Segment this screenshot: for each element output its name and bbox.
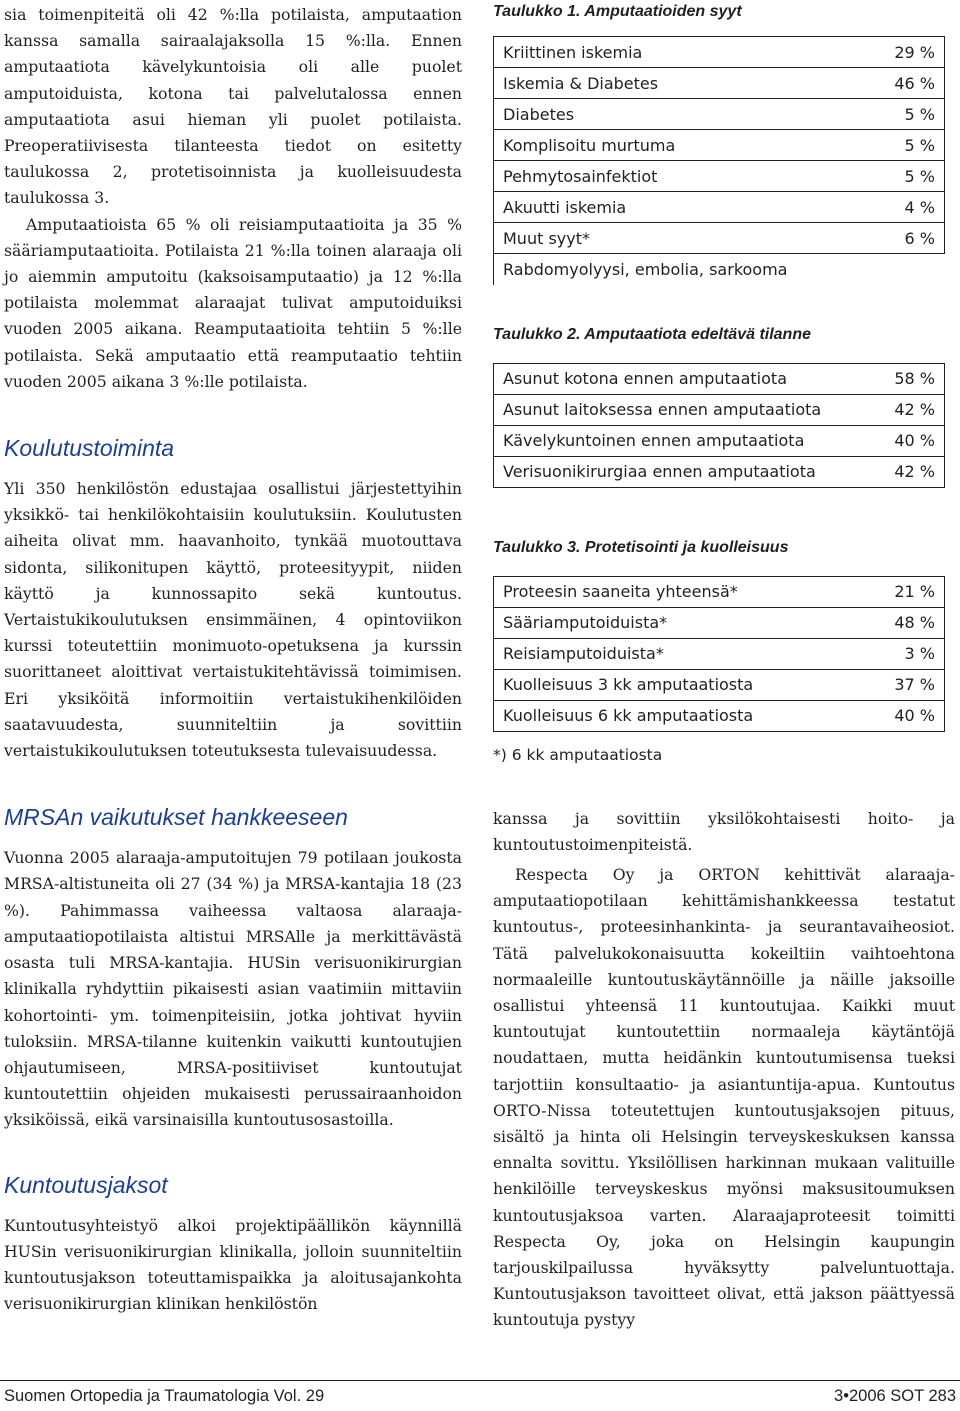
table-preop-situation [493,363,945,488]
row-label: Kuolleisuus 3 kk amputaatiosta [494,669,872,700]
row-value: 6 % [879,223,945,254]
row-label: Reisiamputoiduista* [494,638,872,669]
table-row [494,363,945,394]
row-value: 5 % [879,161,945,192]
page-footer [0,1380,960,1411]
row-label: Akuutti iskemia [494,192,879,223]
table-row [494,700,945,731]
section-text: Yli 350 henkilöstön edustajaa osallistui järjestettyihin yksikkö- tai henkilökohtaisiin koulutuksiin. Koulutusten aiheita olivat mm. haavanhoito, tynkää muotouttava sidonta, silikonitupen käyttö, proteesityypit, niiden käyttö ja kunnossapito sekä kuntoutus. Vertaistukikoulutuksen ensimmäinen, 4 opintoviikon kurssi toteutettiin monimuoto-opetuksena ja kurssin suorittaneet aloittivat vertaistukitehtävissä toimimisen. Eri yksiköitä informoitiin vertaistukihenkilöiden saatavuudesta, suunniteltiin ja sovittiin vertaistukikoulutuksen toteutuksesta tulevaisuudessa. [4,479,462,761]
section-text: Kuntoutusyhteistyö alkoi projektipäällikön käynnillä HUSin verisuonikirurgian klinikalla, jolloin suunniteltiin kuntoutusjakson toteuttamispaikka ja aloitusajankohta verisuonikirurgian klinikan henkilöstön [4,1215,462,1314]
section-heading: Koulutustoiminta [4,435,175,462]
table-row [494,394,945,425]
row-label: Muut syyt* [494,223,879,254]
row-label: Sääriamputoiduista* [494,607,872,638]
table-row [494,161,945,192]
table-row [494,99,945,130]
row-label: Kriittinen iskemia [494,37,879,68]
row-value: 40 % [872,700,945,731]
row-label: Rabdomyolyysi, embolia, sarkooma [494,254,879,285]
section-text: Vuonna 2005 alaraaja-amputoitujen 79 potilaan joukosta MRSA-altistuneita oli 27 (34 %) ja MRSA-kantajia 18 (23 %). Pahimmassa vaiheessa valtaosa alaraaja-amputaatiopotilaista altistui MRSAlle ja merkittävästä osasta tuli MRSA-kantajia. HUSin verisuonikirurgian klinikalla ryhdyttiin pikaisesti asian vaatimiin mittaviin kohortointi- ym. toimenpiteisiin, jotka johtivat hyviin tuloksiin. MRSA-tilanne kuitenkin vaikutti kuntoutujien ohjautumiseen, MRSA-positiiviset kuntoutujat kuntoutettiin ohjeiden mukaisesti perussairaanhoidon yksiköissä, eikä varsinaisilla kuntoutusosastoilla. [4,848,462,1130]
paragraph: Amputaatioista 65 % oli reisiamputaatioita ja 35 % sääriamputaatioita. Potilaista 21 %:lla toinen alaraaja oli jo aiemmin amputoitu (kaksoisamputaatio) ja 12 %:lla potilaista molemmat alaraajat tulivat amputoiduiksi vuoden 2005 aikana. Reamputaatioita tehtiin 5 %:lle potilaista. Sekä amputaatio että reamputaatio tehtiin vuoden 2005 aikana 3 %:lle potilaista. [4,214,462,391]
row-value: 21 % [872,576,945,607]
table-row [494,669,945,700]
row-label: Kuolleisuus 6 kk amputaatiosta [494,700,872,731]
right-column [493,2,955,1334]
table-row [494,192,945,223]
issue-page-number: 3•2006 SOT 283 [834,1387,956,1405]
section-heading: Kuntoutusjaksot [4,1171,168,1198]
row-value [879,254,945,285]
row-value: 29 % [879,37,945,68]
row-label: Proteesin saaneita yhteensä* [494,576,872,607]
row-value: 5 % [879,99,945,130]
paragraph: kanssa ja sovittiin yksilökohtaisesti hoito- ja kuntoutustoimenpiteistä. [493,808,955,854]
left-column [4,2,462,1317]
row-value: 5 % [879,130,945,161]
table-row [494,638,945,669]
table-amputation-causes [493,36,945,285]
publication-title: Suomen Ortopedia ja Traumatologia Vol. 29 [4,1387,325,1405]
row-label: Kävelykuntoinen ennen amputaatiota [494,425,885,456]
row-value: 42 % [885,394,945,425]
paragraph: Respecta Oy ja ORTON kehittivät alaraaja-amputaatiopotilaan kehittämishankkeessa testatut kuntoutus-, proteesinhankinta- ja seurantavaiheosiot. Tätä palvelukokonaisuutta kokeiltiin vaihtoehtona normaaleille kuntoutuskäytännöille ja näille jaksoille osallistui yhteensä 11 kuntoutujaa. Kaikki muut kuntoutujat kuntoutettiin normaaleja käytäntöjä noudattaen, mutta heidänkin kuntoutumisensa tueksi tarjottiin konsultaatio- ja asiantuntija-apua. Kuntoutus ORTO-Nissa toteutettujen kuntoutusjaksojen pituus, sisältö ja hinta oli Helsingin terveyskeskuksen kanssa ennalta sovittu. Yksilöllisen harkinnan mukaan valituille henkilöille terveyskeskus myönsi maksusitoumuksen kuntoutusjaksoa varten. Alaraajaproteesit toimitti Respecta Oy, joka on Helsingin kaupungin tarjouskilpailussa hyväksytty palveluntuottaja. Kuntoutusjakson tavoitteet olivat, että jakson päättyessä kuntoutuja pystyy [493,864,955,1330]
table-row [494,130,945,161]
row-label: Komplisoitu murtuma [494,130,879,161]
row-value: 46 % [879,68,945,99]
table-row [494,576,945,607]
table-row [494,254,945,285]
row-label: Diabetes [494,99,879,130]
row-label: Pehmytosainfektiot [494,161,879,192]
row-label: Asunut kotona ennen amputaatiota [494,363,885,394]
table-row [494,456,945,487]
section-heading: MRSAn vaikutukset hankkeeseen [4,804,348,831]
row-value: 48 % [872,607,945,638]
row-value: 3 % [872,638,945,669]
table-caption: Taulukko 1. Amputaatioiden syyt [493,3,742,20]
row-value: 42 % [885,456,945,487]
table-row [494,223,945,254]
row-value: 4 % [879,192,945,223]
table-caption: Taulukko 2. Amputaatiota edeltävä tilanne [493,325,811,343]
row-label: Verisuonikirurgiaa ennen amputaatiota [494,456,885,487]
table-row [494,37,945,68]
row-value: 37 % [872,669,945,700]
row-value: 58 % [885,363,945,394]
table-row [494,607,945,638]
row-label: Asunut laitoksessa ennen amputaatiota [494,394,885,425]
table-row [494,425,945,456]
row-label: Iskemia & Diabetes [494,68,879,99]
table-row [494,68,945,99]
table-caption: Taulukko 3. Protetisointi ja kuolleisuus [493,538,789,556]
paragraph: sia toimenpiteitä oli 42 %:lla potilaista, amputaation kanssa samalla sairaalajaksolla 15 %:lla. Ennen amputaatiota kävelykuntoisia oli alle puolet amputoiduista, kotona tai palvelutalossa ennen amputaatiota asui hieman yli puolet potilaista. Preoperatiivisesta tilanteesta tiedot on esitetty taulukossa 2, protetisoinnista ja kuolleisuudesta taulukossa 3. [4,5,462,208]
row-value: 40 % [885,425,945,456]
table-prosthetics-mortality [493,576,945,732]
table-footnote: *) 6 kk amputaatiosta [493,745,663,764]
